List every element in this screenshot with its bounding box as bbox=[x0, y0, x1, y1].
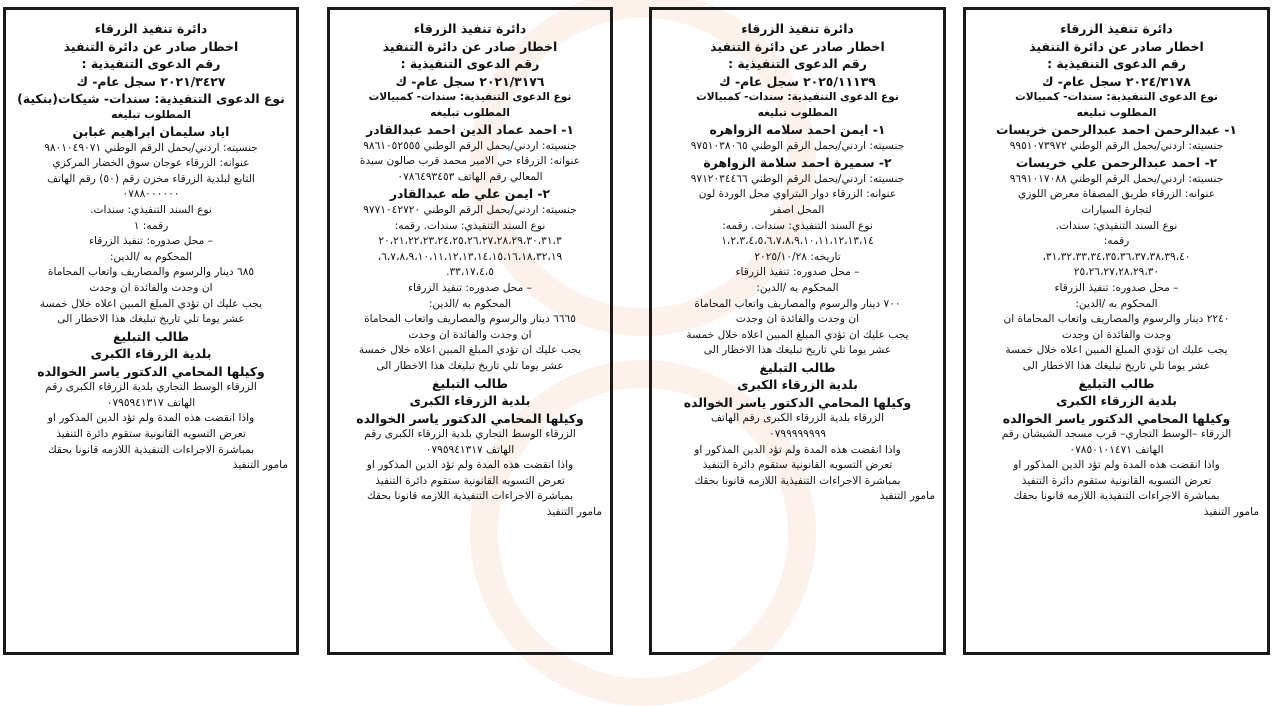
debt-label: المحكوم به /الدين: bbox=[109, 250, 193, 263]
required-party-label: المطلوب تبليغه bbox=[1076, 106, 1157, 119]
requester-name: بلدية الزرقاء الكبرى bbox=[90, 346, 212, 362]
payment-instruction: عشر يوما تلي تاريخ تبليغك هذا الاخطار الى bbox=[376, 359, 564, 372]
officer-signature: مامور التنفيذ bbox=[546, 505, 602, 518]
notice-subheader: اخطار صادر عن دائرة التنفيذ bbox=[710, 38, 885, 54]
debt-label: المحكوم به /الدين: bbox=[428, 297, 512, 310]
notice-subheader: اخطار صادر عن دائرة التنفيذ bbox=[63, 38, 239, 54]
requester-label: طالب التبليغ bbox=[431, 375, 508, 391]
notice-box-4 bbox=[3, 7, 299, 655]
debt-label: المحكوم به /الدين: bbox=[756, 281, 839, 294]
party-name: اياد سليمان ابراهيم غبابن bbox=[72, 124, 230, 140]
instrument-type: نوع السند التنفيذي: سندات. bbox=[1055, 219, 1178, 232]
party-name: ١- عبدالرحمن احمد عبدالرحمن خريسات bbox=[996, 122, 1237, 138]
payment-instruction: يجب عليك ان تؤدي المبلغ المبين اعلاه خلال خمسة bbox=[39, 297, 263, 310]
warning-text: تعرض التسويه القانونية ستقوم دائرة التنفيذ bbox=[56, 428, 246, 440]
required-party-label: المطلوب تبليغه bbox=[430, 106, 510, 119]
lawyer-phone: الهاتف ٠٧٩٥٩٤١٣١٧ bbox=[425, 443, 515, 456]
instrument-numbers: ٦،٧،٨،٩،١٠،١١،١٢،١٣،١٤،١٥،١٦،١٨،٣٢،١٩، bbox=[377, 250, 563, 263]
party-nationality: جنسيته: اردني/يحمل الرقم الوطني ٩٨٠١٠٤٩٠٧١ bbox=[44, 141, 258, 154]
required-party-label: المطلوب تبليغه bbox=[111, 108, 191, 121]
lawyer-name: وكيلها المحامي الدكتور ياسر الخوالده bbox=[1002, 410, 1231, 426]
payment-instruction: عشر يوما تلي تاريخ تبليغك هذا الاخطار الى bbox=[57, 313, 245, 326]
case-number: ٢٠٢١/٣٤٢٧ سجل عام- ك bbox=[76, 73, 226, 89]
lawyer-address: الزرقاء الوسط التجاري بلدية الزرقاء الكبرى رقم bbox=[45, 381, 257, 394]
party-name: ١- ايمن احمد سلامه الزواهره bbox=[709, 122, 886, 138]
warning-text: تعرض التسويه القانونية ستقوم دائرة التنفيذ bbox=[1021, 474, 1212, 487]
party-address: عنوانه: الزرقاء طريق المصفاة معرض اللوزي bbox=[1017, 188, 1216, 201]
debt-amount: ان وجدت والفائدة ان وجدت bbox=[735, 313, 860, 326]
party-nationality: جنسيته: اردني/يحمل الرقم الوطني ٩٨٦١٠٥٢٥٥٥ bbox=[363, 139, 577, 152]
warning-text: واذا انقضت هذه المدة ولم تؤد الدين المذكور او bbox=[694, 443, 901, 456]
party-nationality: جنسيته: اردني/يحمل الرقم الوطني ٩٧٥١٠٣٨٠٦٥ bbox=[690, 139, 905, 152]
warning-text: واذا انقضت هذه المدة ولم تؤد الدين المذكور او bbox=[1013, 459, 1220, 472]
issue-place: – محل صدوره: تنفيذ الزرقاء bbox=[1054, 281, 1179, 294]
case-type: نوع الدعوى التنفيذية: سندات- كمبيالات bbox=[368, 91, 572, 103]
debt-amount: ان وجدت والفائدة ان وجدت bbox=[89, 281, 213, 294]
party-nationality: جنسيته: اردني/يحمل الرقم الوطني ٩٧١٢٠٣٤٤٦٦ bbox=[690, 172, 905, 185]
instrument-type: نوع السند التنفيذي: سندات. bbox=[90, 203, 212, 216]
party-name: ٢- احمد عبدالرحمن علي خريسات bbox=[1015, 155, 1218, 171]
warning-text: بمباشرة الاجراءات التنفيذية اللازمه قانونا بحقك bbox=[366, 490, 574, 503]
requester-name: بلدية الزرقاء الكبرى bbox=[1056, 393, 1177, 408]
lawyer-phone: الهاتف ٠٧٨٥٠١٠١٤٧١ bbox=[1069, 443, 1164, 456]
notice-subheader: اخطار صادر عن دائرة التنفيذ bbox=[1029, 38, 1204, 54]
requester-name: بلدية الزرقاء الكبرى bbox=[737, 377, 858, 393]
debt-amount: ٧٠٠ دينار والرسوم والمصاريف واتعاب المحاماة bbox=[694, 297, 901, 310]
party-address: لتجارة السيارات bbox=[1081, 203, 1152, 216]
lawyer-name: وكيلها المحامي الدكتور ياسر الخوالده bbox=[37, 363, 265, 379]
party-address: عنوانه: الزرقاء دوار البتراوي محل الوردة لون bbox=[698, 188, 897, 201]
instrument-type: نوع السند التنفيذي: سندات. رقمه: bbox=[394, 219, 546, 232]
instrument-numbers: رقمه: ١ bbox=[133, 219, 169, 232]
officer-signature: مامور التنفيذ bbox=[879, 490, 935, 503]
lawyer-address: الزرقاء الوسط التجاري بلدية الزرقاء الكبرى رقم bbox=[364, 428, 576, 440]
requester-label: طالب التبليغ bbox=[759, 359, 836, 375]
issue-place: – محل صدوره: تنفيذ الزرقاء bbox=[408, 281, 532, 294]
debt-amount: ٢٢٤٠ دينار والرسوم والمصاريف واتعاب المحاماة ان bbox=[1003, 313, 1230, 326]
notice-box-2 bbox=[649, 7, 946, 655]
issue-place: – محل صدوره: تنفيذ الزرقاء bbox=[89, 235, 213, 248]
issue-place: – محل صدوره: تنفيذ الزرقاء bbox=[735, 266, 860, 279]
party-nationality: جنسيته: اردني/يحمل الرقم الوطني ٩٩٥١٠٧٣٩٧٢ bbox=[1009, 139, 1224, 152]
lawyer-phone: ٠٧٩٩٩٩٩٩٩٩ bbox=[769, 428, 826, 440]
case-number-label: رقم الدعوى التنفيذية : bbox=[400, 56, 540, 71]
warning-text: بمباشرة الاجراءات التنفيذية اللازمه قانونا بحقك bbox=[694, 474, 901, 487]
payment-instruction: عشر يوما تلي تاريخ تبليغك هذا الاخطار الى bbox=[703, 344, 892, 357]
debt-label: المحكوم به /الدين: bbox=[1075, 297, 1158, 310]
notice-box-3 bbox=[327, 7, 613, 655]
case-type: نوع الدعوى التنفيذية: سندات- كمبيالات bbox=[1015, 91, 1218, 103]
debt-amount: ٦٨٥ دينار والرسوم والمصاريف واتعاب المحاماة bbox=[47, 266, 255, 279]
notice-header: دائرة تنفيذ الزرقاء bbox=[741, 21, 854, 36]
case-number-label: رقم الدعوى التنفيذية : bbox=[81, 56, 221, 71]
instrument-numbers: ٢٠،٢١،٢٢،٢٣،٢٤،٢٥،٢٦،٢٧،٢٨،٢٩،٣٠،٣١،٣ bbox=[378, 235, 562, 248]
lawyer-name: وكيلها المحامي الدكتور ياسر الخوالده bbox=[683, 394, 912, 410]
requester-name: بلدية الزرقاء الكبرى bbox=[409, 393, 531, 408]
case-number: ٢٠٢٥/١١١٣٩ سجل عام- ك bbox=[719, 73, 876, 89]
debt-amount: وجدت والفائدة ان وجدت bbox=[1061, 328, 1172, 341]
lawyer-address: الزرقاء –الوسط التجاري– قرب مسجد الشيشان رقم bbox=[1001, 428, 1232, 440]
officer-signature: مامور التنفيذ bbox=[232, 459, 288, 472]
payment-instruction: عشر يوما تلي تاريخ تبليغك هذا الاخطار الى bbox=[1022, 359, 1211, 372]
party-address: المحل اصفر bbox=[770, 203, 825, 216]
warning-text: تعرض التسويه القانونية ستقوم دائرة التنفيذ bbox=[702, 459, 893, 472]
notice-header: دائرة تنفيذ الزرقاء bbox=[94, 21, 208, 36]
officer-signature: مامور التنفيذ bbox=[1203, 505, 1259, 518]
requester-label: طالب التبليغ bbox=[112, 328, 189, 344]
notice-box-1 bbox=[963, 7, 1270, 655]
party-phone: ٠٧٨٨٠٠٠٠٠٠ bbox=[122, 188, 180, 201]
instrument-numbers: ١،٢،٣،٤،٥،٦،٧،٨،٩،١٠،١١،١٢،١٣،١٤ bbox=[721, 235, 874, 248]
instrument-numbers: ٣٣،١٧،٤،٥. bbox=[446, 266, 494, 279]
payment-instruction: يجب عليك ان تؤدي المبلغ المبين اعلاه خلال خمسة bbox=[358, 344, 582, 357]
notice-header: دائرة تنفيذ الزرقاء bbox=[1060, 21, 1173, 36]
lawyer-phone: الهاتف ٠٧٩٥٩٤١٣١٧ bbox=[106, 396, 196, 409]
case-number: ٢٠٢٤/٣١٧٨ سجل عام- ك bbox=[1042, 73, 1191, 89]
debt-amount: ان وجدت والفائدة ان وجدت bbox=[408, 328, 532, 341]
party-name: ٢- ايمن علي طه عبدالقادر bbox=[389, 186, 551, 202]
required-party-label: المطلوب تبليغه bbox=[757, 106, 838, 119]
lawyer-name: وكيلها المحامي الدكتور ياسر الخوالده bbox=[356, 410, 584, 426]
party-nationality: جنسيته: اردني/يحمل الرقم الوطني ٩٦٩١٠١٧٠٨٨ bbox=[1009, 172, 1224, 185]
case-number-label: رقم الدعوى التنفيذية : bbox=[1047, 56, 1186, 71]
party-name: ٢- سميرة احمد سلامة الزواهرة bbox=[703, 155, 892, 171]
warning-text: واذا انقضت هذه المدة ولم تؤد الدين المذكور او bbox=[47, 412, 255, 425]
notice-subheader: اخطار صادر عن دائرة التنفيذ bbox=[382, 38, 558, 54]
party-address: عنوانه: الزرقاء عوجان سوق الخضار المركزي bbox=[52, 157, 250, 170]
instrument-numbers: ٣١،٣٢،٣٣،٣٤،٣٥،٣٦،٣٧،٣٨،٣٩،٤٠، bbox=[1042, 250, 1191, 263]
case-type: نوع الدعوى التنفيذية: سندات- كمبيالات bbox=[696, 91, 899, 103]
requester-label: طالب التبليغ bbox=[1078, 375, 1155, 391]
debt-amount: ٦٦٦٥ دينار والرسوم والمصاريف واتعاب المحاماة bbox=[364, 313, 576, 326]
warning-text: بمباشرة الاجراءات التنفيذية اللازمه قانونا بحقك bbox=[1013, 490, 1220, 503]
payment-instruction: يجب عليك ان تؤدي المبلغ المبين اعلاه خلال خمسة bbox=[1005, 344, 1228, 357]
case-type: نوع الدعوى التنفيذية: سندات- شيكات(بنكية) bbox=[17, 91, 285, 106]
party-name: ١- احمد عماد الدين احمد عبدالقادر bbox=[366, 122, 574, 138]
case-number: ٢٠٢١/٣١٧٦ سجل عام- ك bbox=[395, 73, 545, 89]
party-nationality: جنسيته: اردني/يحمل الرقم الوطني ٩٧٧١٠٤٢٧٢٠ bbox=[363, 203, 577, 216]
instrument-type: نوع السند التنفيذي: سندات. رقمه: bbox=[722, 219, 873, 232]
warning-text: بمباشرة الاجراءات التنفيذية اللازمه قانونا بحقك bbox=[47, 443, 255, 456]
instrument-number-label: رقمه: bbox=[1103, 235, 1130, 248]
instrument-date: تاريخه: ٢٠٢٥/١٠/٢٨ bbox=[754, 250, 841, 263]
notice-header: دائرة تنفيذ الزرقاء bbox=[413, 21, 527, 36]
party-address: عنوانه: الزرقاء حي الامير محمد قرب صالون سيدة bbox=[359, 155, 581, 168]
party-address: المعالي رقم الهاتف ٠٧٨٦٤٩٣٤٥٣ bbox=[397, 170, 543, 183]
instrument-numbers: ٢٥،٢٦،٢٧،٢٨،٢٩،٣٠ bbox=[1073, 266, 1160, 279]
party-address: التابع لبلدية الزرقاء مخزن رقم (٥٠) رقم الهاتف bbox=[47, 172, 255, 185]
warning-text: تعرض التسويه القانونية ستقوم دائرة التنفيذ bbox=[375, 474, 565, 487]
warning-text: واذا انقضت هذه المدة ولم تؤد الدين المذكور او bbox=[366, 459, 574, 472]
case-number-label: رقم الدعوى التنفيذية : bbox=[728, 56, 867, 71]
lawyer-address: الزرقاء بلدية الزرقاء الكبرى رقم الهاتف bbox=[710, 412, 885, 425]
payment-instruction: يجب عليك ان تؤدي المبلغ المبين اعلاه خلال خمسة bbox=[686, 328, 909, 341]
